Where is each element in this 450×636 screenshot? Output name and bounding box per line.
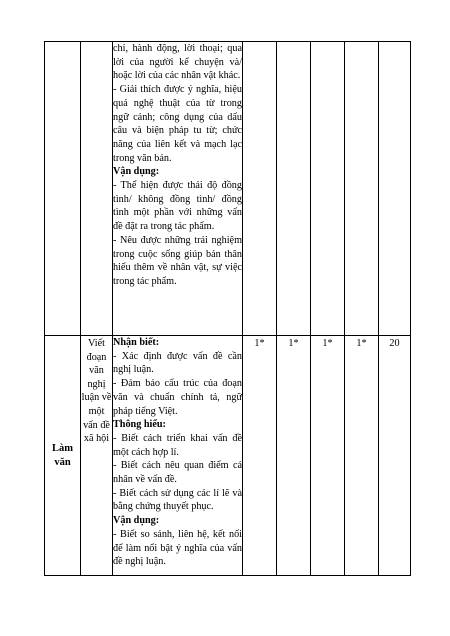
count-high-application-cell: 1* <box>345 336 379 576</box>
table-row <box>45 42 411 336</box>
topic-cell: Làm văn <box>45 336 81 576</box>
requirement-heading: Vận dụng: <box>113 515 160 527</box>
count-high-application-cell <box>345 42 379 336</box>
requirement-line: - Biết cách sử dụng các lí lẽ và bằng chứng thuyết phục. <box>113 487 242 513</box>
requirement-line: - Đảm bảo cấu trúc của đoạn văn và chuẩn chính tả, ngữ pháp tiếng Việt. <box>113 378 242 417</box>
table-row <box>45 336 411 576</box>
requirement-line: - Biết so sánh, liên hệ, kết nối để làm nổi bật ý nghĩa của vấn đề nghị luận. <box>113 528 242 568</box>
requirements-cell <box>113 336 243 576</box>
points-cell: 20 <box>379 336 411 576</box>
unit-cell: Viết đoạn văn nghị luận về một vấn đề xã hội <box>81 336 113 576</box>
requirement-line: - Xác định được vấn đề cần nghị luận. <box>113 350 242 376</box>
requirements-cell <box>113 42 243 336</box>
count-recognition-cell <box>243 42 277 336</box>
requirement-heading: Thông hiểu: <box>113 419 166 431</box>
topic-cell <box>45 42 81 336</box>
requirement-line: chỉ, hành động, lời thoại; qua lời của người kể chuyện và/ hoặc lời của các nhân vật khác. <box>113 43 242 82</box>
points-cell <box>379 42 411 336</box>
count-comprehension-cell: 1* <box>277 336 311 576</box>
count-comprehension-cell <box>277 42 311 336</box>
exam-matrix-table <box>44 41 411 576</box>
count-application-cell <box>311 42 345 336</box>
requirement-line: - Thể hiện được thái độ đồng tình/ không đồng tình/ đồng tình một phần với những vấn đề đặt ra trong tác phẩm. <box>113 180 242 233</box>
requirement-heading: Vận dụng: <box>113 166 160 178</box>
unit-cell <box>81 42 113 336</box>
count-application-cell: 1* <box>311 336 345 576</box>
requirement-heading: Nhận biết: <box>113 337 160 348</box>
requirement-line: - Nêu được những trải nghiệm trong cuộc sống giúp bản thân hiểu thêm về nhân vật, sự việc trong tác phẩm. <box>113 234 242 287</box>
requirement-line: - Giải thích được ý nghĩa, hiệu quả nghệ thuật của từ trong ngữ cảnh; công dụng của dấu câu và biện pháp tu từ; chức năng của liên kết và mạch lạc trong văn bản. <box>113 84 242 164</box>
requirement-line: - Biết cách nêu quan điểm cá nhân về vấn đề. <box>113 460 242 486</box>
count-recognition-cell: 1* <box>243 336 277 576</box>
requirement-line: - Biết cách triển khai vấn đề một cách hợp lí. <box>113 432 242 458</box>
